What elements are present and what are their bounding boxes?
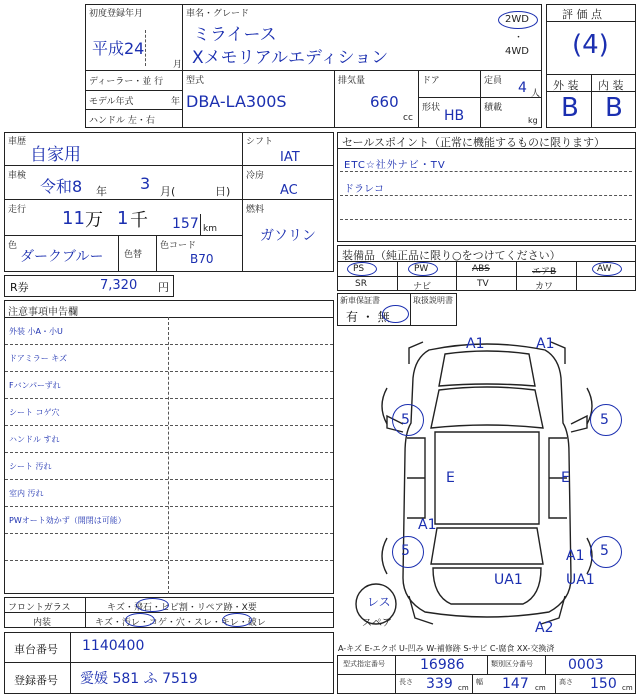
color-code-label: 色コード	[160, 241, 197, 251]
type-no: 16986	[420, 657, 465, 673]
drive-dot: ・	[514, 33, 524, 43]
load-label: 積載	[484, 103, 503, 113]
drive-2wd: 2WD	[505, 14, 529, 25]
displacement-value: 660	[370, 93, 399, 111]
mileage-rest: 157	[172, 216, 199, 232]
note-8: PWオート効かず（開閉は可能）	[9, 516, 126, 525]
warranty-value: 有 ・ 無	[346, 310, 390, 324]
shift-label: シフト	[246, 137, 274, 147]
note-6: シート 汚れ	[9, 462, 52, 471]
shape-value: HB	[444, 108, 465, 124]
class-no-label: 類別区分番号	[491, 660, 533, 668]
wheel-circle-fl	[392, 404, 424, 436]
capacity-unit: 人	[531, 89, 541, 99]
mark-e-right: E	[561, 470, 570, 486]
type-no-label: 型式指定番号	[343, 660, 385, 668]
equip-abs: ABS	[472, 264, 490, 274]
note-3: Fバンパーずれ	[9, 381, 61, 390]
rating-label: 評 価 点	[562, 8, 602, 21]
r-ticket-label: R券	[10, 281, 29, 294]
plate-label: 登録番号	[14, 674, 58, 687]
car-grade: Xメモリアルエディション	[192, 48, 389, 68]
damage-legend: A-キズ E-エクボ U-凹み W-補修跡 S-サビ C-腐食 XX-交換済	[338, 644, 555, 653]
color-label: 色	[8, 241, 18, 251]
note-5: ハンドル すれ	[9, 435, 60, 444]
equip-sr: SR	[355, 279, 367, 289]
note-7: 室内 汚れ	[9, 489, 44, 498]
warranty-label: 新車保証書	[340, 296, 380, 305]
color-change-label: 色替	[124, 250, 143, 260]
warranty-circle	[382, 305, 409, 323]
ac-value: AC	[280, 183, 298, 198]
load-unit: kg	[528, 116, 538, 125]
mark-5-rear-right: 5	[600, 543, 609, 559]
mark-5-rear-left: 5	[401, 543, 410, 559]
mark-a1-rear: A1	[566, 548, 585, 564]
mileage-sen: 1	[117, 208, 129, 229]
equipment-title: 装備品（純正品に限り○をつけてください）	[342, 249, 561, 262]
width: 147	[502, 676, 529, 692]
drive-4wd: 4WD	[505, 46, 529, 57]
color-code-value: B70	[190, 252, 214, 266]
mark-5-front-left: 5	[401, 412, 410, 428]
note-1: 外装 小A・小U	[9, 327, 63, 336]
type-value: DBA-LA300S	[186, 92, 287, 111]
mark-5-front-right: 5	[600, 412, 609, 428]
man-unit: 万	[85, 210, 103, 231]
mark-a1-front-left: A1	[466, 336, 485, 352]
equip-tv: TV	[477, 279, 489, 289]
length-unit: cm	[458, 684, 469, 692]
manual-label: 取扱説明書	[413, 296, 453, 305]
wheel-circle-rr	[590, 536, 622, 568]
month-unit: 月	[173, 60, 183, 70]
width-unit: cm	[535, 684, 546, 692]
car-number-label: 車台番号	[14, 643, 58, 656]
inspection-era: 令和8	[40, 177, 83, 196]
note-2: ドアミラー キズ	[9, 354, 68, 363]
interior-cond-options: キズ・汚レ・コゲ・穴・スレ・キレ・破レ	[95, 618, 266, 628]
fuel-value: ガソリン	[260, 228, 316, 244]
height-label: 高さ	[559, 678, 573, 686]
sales-points-title: セールスポイント（正常に機能するものに限ります）	[342, 136, 606, 149]
mark-ua1-rear: UA1	[566, 572, 595, 588]
mark-ua1-trunk: UA1	[494, 572, 523, 588]
note-4: シート コゲ穴	[9, 408, 60, 417]
equip-leather: カワ	[535, 282, 554, 292]
ac-label: 冷房	[246, 171, 265, 181]
car-diagram	[337, 328, 637, 638]
exterior-label: 外 装	[553, 79, 579, 92]
type-label: 型式	[186, 76, 205, 86]
notes-title: 注意事項申告欄	[8, 307, 78, 318]
name-grade-label: 車名・グレード	[186, 9, 250, 19]
exterior-grade: B	[561, 93, 579, 123]
mark-e-left: E	[446, 470, 455, 486]
model-year-unit: 年	[171, 97, 181, 107]
interior-label: 内 装	[598, 79, 624, 92]
km-unit: km	[203, 224, 217, 234]
length: 339	[426, 676, 453, 692]
mileage-label: 走行	[8, 205, 27, 215]
shift-value: IAT	[280, 150, 300, 165]
car-name: ミライース	[193, 25, 277, 45]
dealer-label: ディーラー・並 行	[89, 77, 164, 87]
interior-circle-1	[125, 613, 155, 627]
door-label: ドア	[422, 76, 440, 86]
front-glass-options: キズ・飛石・ヒビ割・リペア跡・X要	[107, 603, 257, 613]
first-reg-label: 初度登録年月	[89, 9, 144, 19]
car-number: 1140400	[82, 638, 145, 654]
width-label: 幅	[476, 678, 483, 686]
mark-a2-bumper: A2	[535, 620, 554, 636]
r-ticket-value: 7,320	[100, 278, 138, 293]
r-ticket-unit: 円	[158, 281, 169, 294]
cc-unit: cc	[403, 113, 413, 123]
displacement-label: 排気量	[338, 76, 366, 86]
rating-value: (4)	[572, 30, 609, 60]
wheel-circle-fr	[590, 404, 622, 436]
interior-circle-2	[222, 613, 252, 627]
mileage-man: 11	[62, 208, 85, 229]
mark-a1-mid: A1	[418, 517, 437, 533]
history-label: 車歴	[8, 137, 27, 147]
month-unit-2: 月(	[160, 185, 176, 198]
spare-mark: レス	[367, 595, 391, 609]
height-unit: cm	[622, 684, 633, 692]
day-unit: 日)	[215, 185, 231, 198]
year-unit: 年	[96, 185, 107, 198]
front-glass-circle	[136, 598, 169, 612]
sales-point-1: ETC☆社外ナビ・TV	[344, 160, 446, 171]
capacity-label: 定員	[484, 76, 503, 86]
history-value: 自家用	[30, 145, 81, 165]
plate: 愛媛 581 ふ 7519	[80, 671, 198, 687]
front-glass-label: フロントガラス	[8, 603, 71, 613]
r-ticket-box	[4, 275, 174, 297]
inspection-month: 3	[140, 174, 151, 193]
equip-aw: AW	[597, 264, 612, 274]
equip-ps: PS	[353, 264, 365, 274]
fuel-label: 燃料	[246, 205, 265, 215]
equip-pw: PW	[414, 264, 429, 274]
class-no: 0003	[568, 657, 604, 673]
color-value: ダークブルー	[20, 249, 104, 265]
capacity-value: 4	[518, 80, 527, 96]
handle-label: ハンドル 左・右	[89, 116, 155, 126]
inspection-label: 車検	[8, 171, 27, 181]
wheel-circle-rl	[392, 536, 424, 568]
first-reg-era: 平成24	[92, 39, 145, 58]
shape-label: 形状	[422, 103, 441, 113]
interior-cond-label: 内装	[33, 618, 52, 628]
equip-airbag: エアB	[532, 267, 557, 277]
equip-navi: ナビ	[413, 282, 432, 292]
mark-a1-front-right: A1	[536, 336, 555, 352]
length-label: 長さ	[399, 678, 413, 686]
sales-point-2: ドラレコ	[344, 184, 384, 195]
height: 150	[590, 676, 617, 692]
model-year-label: モデル年式	[89, 97, 134, 107]
interior-grade: B	[605, 93, 623, 123]
sen-unit: 千	[130, 210, 148, 231]
spare-label: スペア	[362, 618, 392, 629]
